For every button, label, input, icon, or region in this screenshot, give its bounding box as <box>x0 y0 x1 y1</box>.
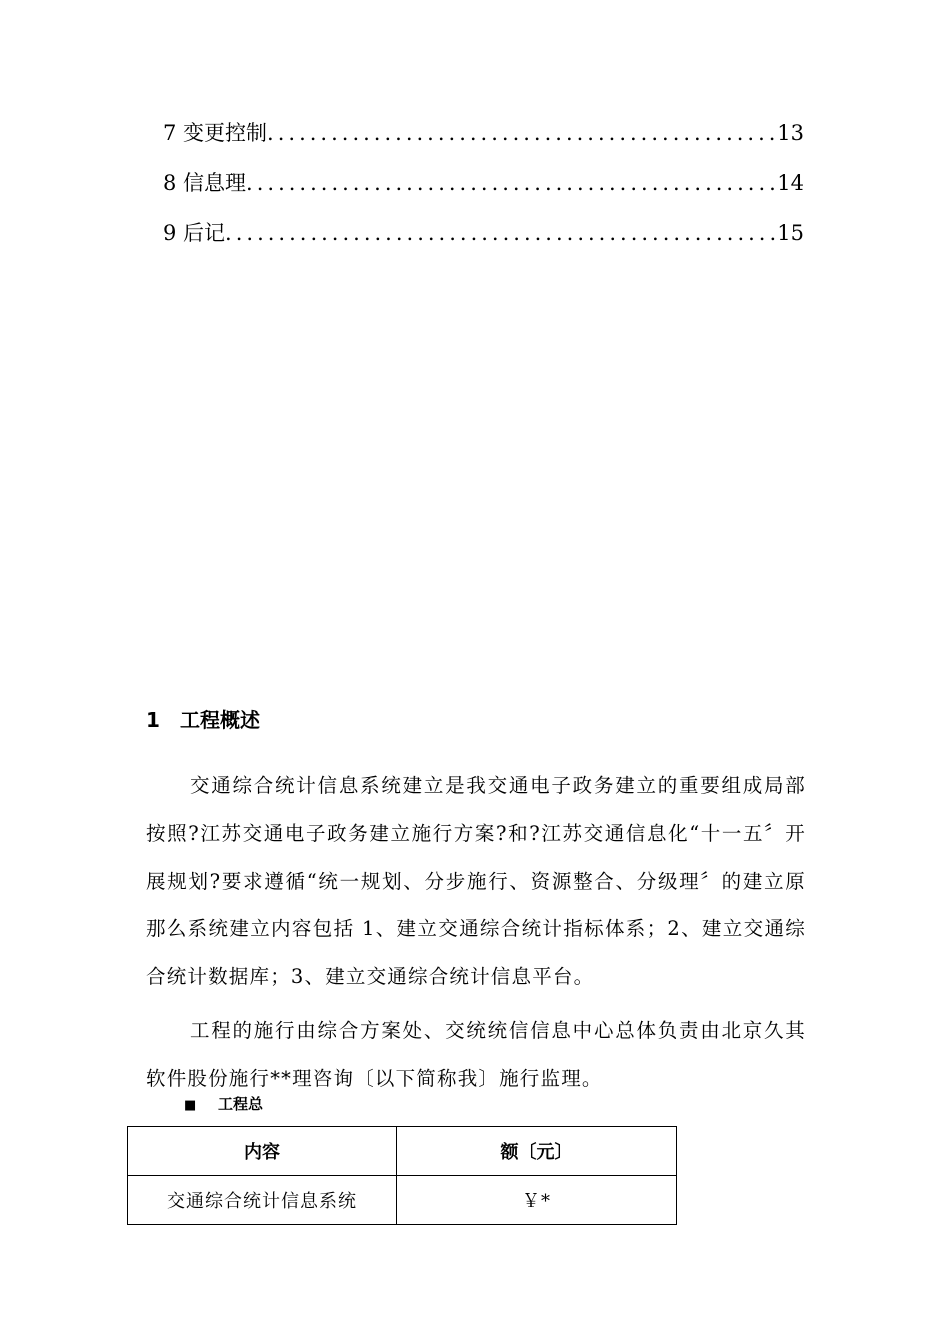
table-header-amount: 额〔元〕 <box>397 1127 677 1176</box>
toc-entry-label: 7 变更控制 <box>163 121 268 145</box>
toc-entry-page: 14 <box>777 171 804 195</box>
section-number: 1 <box>146 708 160 732</box>
table-cell-amount: ￥* <box>397 1176 677 1225</box>
table-caption-text: 工程总 <box>218 1095 264 1113</box>
toc-leader-dots <box>225 215 775 251</box>
table-cell-content: 交通综合统计信息系统 <box>128 1176 397 1225</box>
table-row <box>128 1176 677 1225</box>
square-bullet-icon: ■ <box>184 1098 197 1113</box>
toc-leader-dots <box>246 165 775 201</box>
toc-entry[interactable] <box>163 165 804 215</box>
toc-entry-label: 9 后记 <box>163 221 226 245</box>
budget-table <box>127 1126 677 1225</box>
toc-entry-label: 8 信息理 <box>163 171 247 195</box>
table-header-row <box>128 1127 677 1176</box>
table-of-contents <box>163 115 804 265</box>
table-caption <box>184 1092 263 1118</box>
section-title: 工程概述 <box>180 708 260 732</box>
toc-entry[interactable] <box>163 215 804 265</box>
table-header-content: 内容 <box>128 1127 397 1176</box>
toc-entry[interactable] <box>163 115 804 165</box>
toc-leader-dots <box>267 115 775 151</box>
section-heading <box>146 704 260 736</box>
toc-entry-page: 13 <box>777 121 804 145</box>
toc-entry-page: 15 <box>777 221 804 245</box>
body-paragraph: 交通综合统计信息系统建立是我交通电子政务建立的重要组成局部按照?江苏交通电子政务建立施行方案?和?江苏交通信息化“十一五〞开展规划?要求遵循“统一规划、分步施行、资源整合、分级理〞的建立原那么系统建立内容包括 1、建立交通综合统计指标体系；2、建立交通综合统计数据库；3、建立交通综合统计信息平台。 <box>146 774 806 989</box>
body-paragraph: 工程的施行由综合方案处、交统统信信息中心总体负责由北京久其软件股份施行**理咨询〔以下简称我〕施行监理。 <box>146 1019 806 1090</box>
